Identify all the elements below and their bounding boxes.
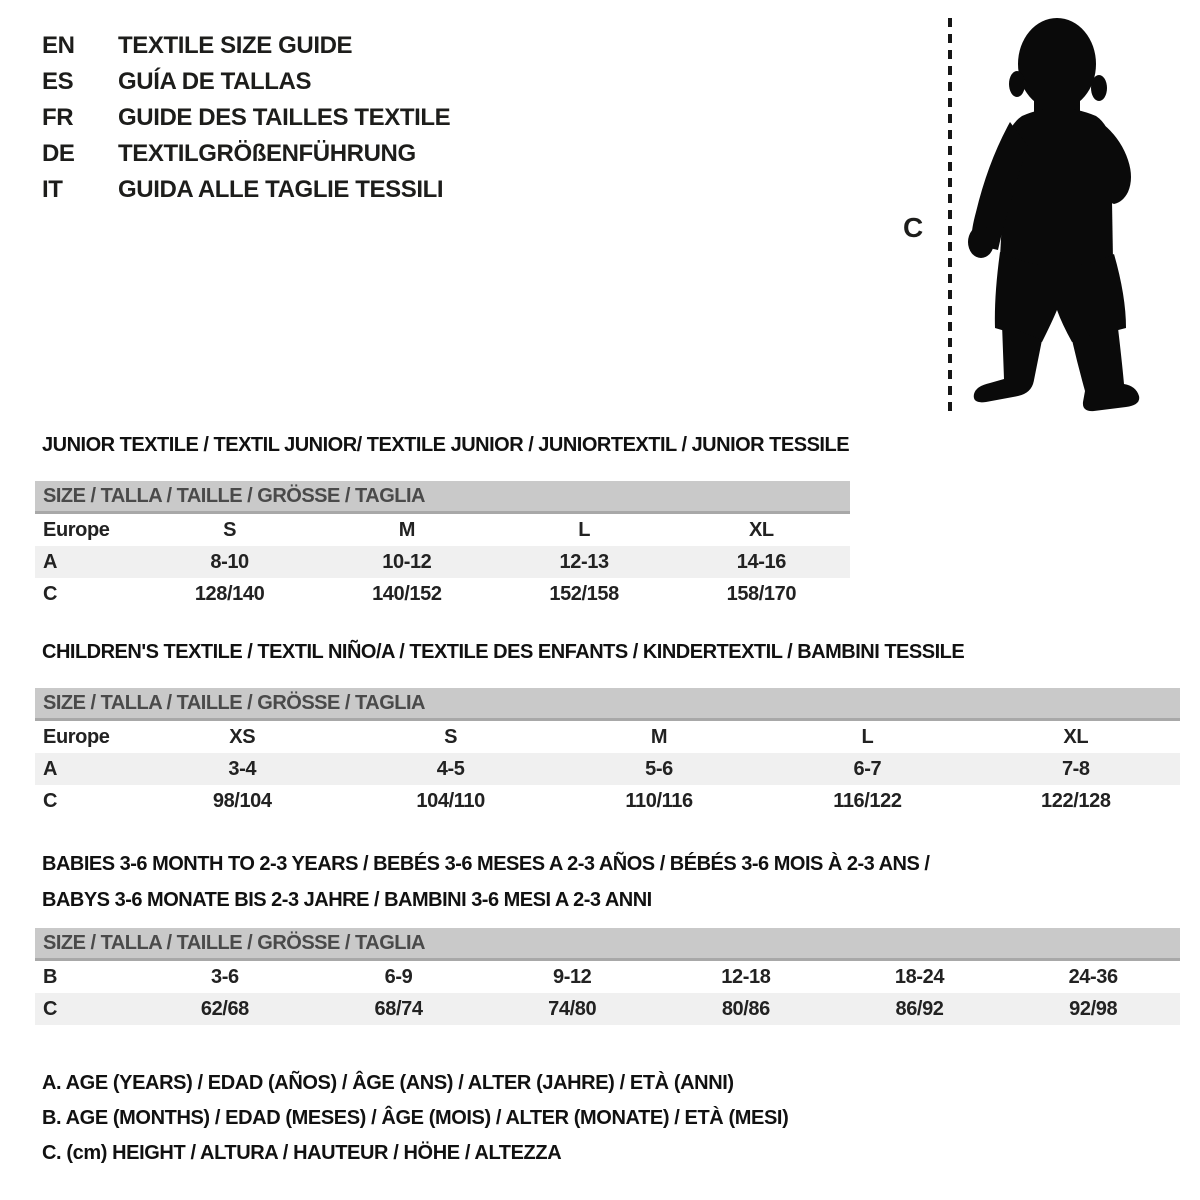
language-row	[42, 172, 450, 208]
row-label: C	[43, 583, 58, 605]
language-code: DE	[42, 140, 75, 167]
size-value-cell: 24-36	[1068, 966, 1118, 988]
section-heading-line: BABIES 3-6 MONTH TO 2-3 YEARS / BEBÉS 3-6 MESES A 2-3 AÑOS / BÉBÉS 3-6 MOIS À 2-3 ANS /	[42, 853, 930, 875]
baby-silhouette-icon	[958, 12, 1144, 424]
table-row	[35, 961, 1180, 993]
section-heading-line: JUNIOR TEXTILE / TEXTIL JUNIOR/ TEXTILE JUNIOR / JUNIORTEXTIL / JUNIOR TESSILE	[42, 434, 850, 456]
language-code: FR	[42, 104, 74, 131]
size-value-cell: 140/152	[372, 583, 442, 605]
size-value-cell: 116/122	[833, 790, 902, 812]
size-value-cell: 14-16	[736, 551, 786, 573]
children-textile-section	[35, 640, 1180, 817]
row-label: C	[43, 790, 58, 812]
size-value-cell: 62/68	[200, 998, 249, 1020]
legend	[42, 1066, 788, 1171]
row-label: A	[43, 758, 58, 780]
size-value-cell: 110/116	[625, 790, 693, 812]
size-value-cell: S	[223, 519, 237, 541]
babies-size-table	[35, 928, 1180, 1025]
size-value-cell: S	[444, 726, 458, 748]
height-c-label: C	[903, 212, 924, 243]
row-label: A	[43, 551, 58, 573]
size-value-cell: 128/140	[194, 583, 265, 605]
section-heading-line: BABYS 3-6 MONATE BIS 2-3 JAHRE / BAMBINI 3-6 MESI A 2-3 ANNI	[42, 889, 652, 911]
size-value-cell: 104/110	[416, 790, 485, 812]
row-label: B	[43, 966, 58, 988]
height-dashed-line	[948, 18, 952, 416]
babies-textile-section	[35, 846, 1180, 1025]
language-row	[42, 136, 450, 172]
language-code: EN	[42, 32, 75, 59]
language-row	[42, 64, 450, 100]
guide-title: GUIDA ALLE TAGLIE TESSILI	[118, 176, 444, 203]
size-value-cell: 68/74	[374, 998, 423, 1020]
size-value-cell: 152/158	[549, 583, 619, 605]
size-value-cell: 10-12	[382, 551, 432, 573]
size-value-cell: 6-9	[384, 966, 413, 988]
legend-line: A. AGE (YEARS) / EDAD (AÑOS) / ÂGE (ANS) / ALTER (JAHRE) / ETÀ (ANNI)	[42, 1072, 734, 1094]
language-code: ES	[42, 68, 74, 95]
babies-section-heading	[42, 846, 1180, 918]
section-heading-line: CHILDREN'S TEXTILE / TEXTIL NIÑO/A / TEXTILE DES ENFANTS / KINDERTEXTIL / BAMBINI TESSILE	[42, 641, 965, 663]
size-value-cell: L	[578, 519, 591, 541]
guide-title: GUÍA DE TALLAS	[118, 68, 312, 95]
language-row	[42, 28, 450, 64]
junior-table-rows	[35, 514, 850, 610]
size-value-cell: 122/128	[1041, 790, 1111, 812]
guide-title: TEXTILGRÖßENFÜHRUNG	[118, 140, 416, 167]
table-row	[35, 993, 1180, 1025]
size-header-bar: SIZE / TALLA / TAILLE / GRÖSSE / TAGLIA	[35, 688, 1180, 721]
children-table-rows	[35, 721, 1180, 817]
junior-textile-section	[35, 433, 850, 610]
row-label: C	[43, 998, 58, 1020]
size-value-cell: 7-8	[1061, 758, 1090, 780]
language-title-list	[42, 28, 450, 208]
size-value-cell: 6-7	[853, 758, 882, 780]
language-code: IT	[42, 176, 63, 203]
size-value-cell: 3-6	[211, 966, 239, 988]
size-value-cell: M	[650, 726, 668, 748]
row-label: Europe	[43, 726, 110, 748]
size-value-cell: XS	[229, 726, 256, 748]
size-value-cell: 158/170	[726, 583, 797, 605]
table-row	[35, 753, 1180, 785]
language-row	[42, 100, 450, 136]
size-header-bar: SIZE / TALLA / TAILLE / GRÖSSE / TAGLIA	[35, 481, 850, 514]
legend-line: B. AGE (MONTHS) / EDAD (MESES) / ÂGE (MOIS) / ALTER (MONATE) / ETÀ (MESI)	[42, 1107, 789, 1129]
junior-section-heading	[42, 433, 850, 457]
table-row	[35, 721, 1180, 753]
table-row	[35, 578, 850, 610]
size-value-cell: 4-5	[436, 758, 465, 780]
size-value-cell: M	[398, 519, 415, 541]
table-row	[35, 514, 850, 546]
junior-size-table	[35, 481, 850, 610]
size-value-cell: XL	[748, 519, 774, 541]
babies-table-rows	[35, 961, 1180, 1025]
size-value-cell: 80/86	[721, 998, 770, 1020]
size-value-cell: 3-4	[228, 758, 257, 780]
size-header-bar: SIZE / TALLA / TAILLE / GRÖSSE / TAGLIA	[35, 928, 1180, 961]
guide-title: TEXTILE SIZE GUIDE	[118, 32, 353, 59]
size-value-cell: 98/104	[212, 790, 272, 812]
legend-line: C. (cm) HEIGHT / ALTURA / HAUTEUR / HÖHE / ALTEZZA	[42, 1142, 562, 1164]
size-value-cell: 5-6	[645, 758, 673, 780]
table-row	[35, 546, 850, 578]
guide-title: GUIDE DES TAILLES TEXTILE	[118, 104, 451, 131]
size-value-cell: 74/80	[548, 998, 597, 1020]
children-section-heading	[42, 640, 1180, 664]
table-row	[35, 785, 1180, 817]
size-value-cell: 86/92	[895, 998, 944, 1020]
size-value-cell: 8-10	[210, 551, 249, 573]
row-label: Europe	[43, 519, 110, 541]
size-value-cell: XL	[1063, 726, 1089, 748]
size-value-cell: 9-12	[552, 966, 592, 988]
size-value-cell: 12-13	[559, 551, 609, 573]
size-value-cell: 92/98	[1069, 998, 1118, 1020]
size-value-cell: L	[861, 726, 874, 748]
size-value-cell: 18-24	[894, 966, 945, 988]
size-value-cell: 12-18	[721, 966, 771, 988]
children-size-table	[35, 688, 1180, 817]
